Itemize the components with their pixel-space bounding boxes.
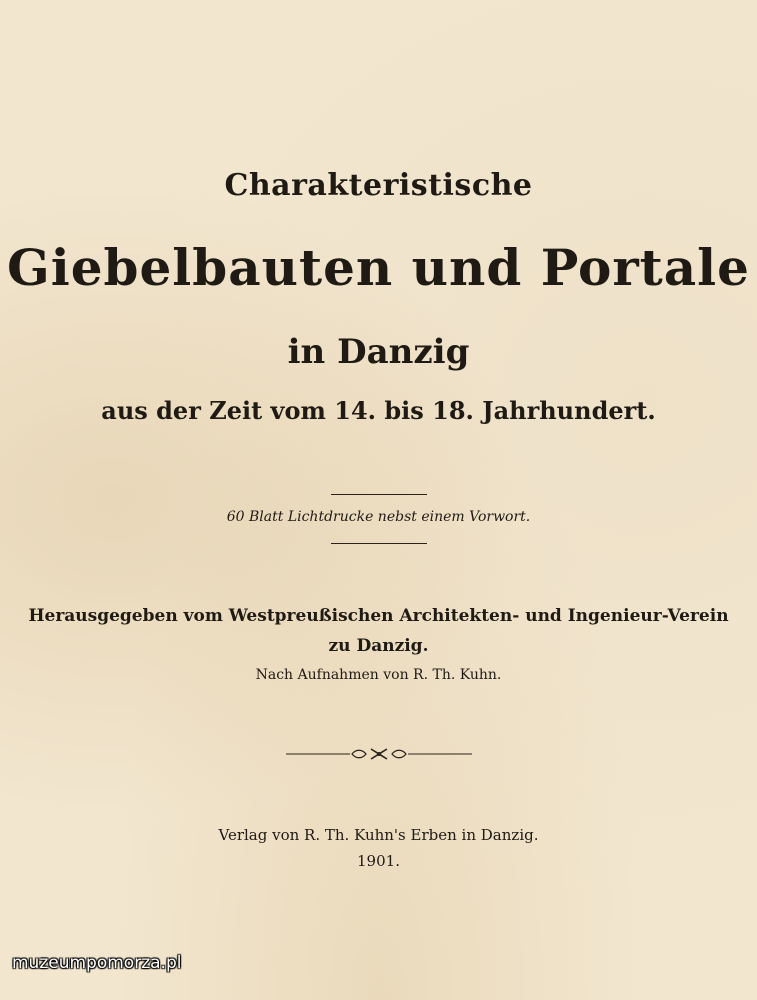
divider-top	[331, 494, 427, 495]
photographer-credit: Nach Aufnahmen von R. Th. Kuhn.	[255, 667, 502, 683]
divider-bottom	[331, 543, 427, 544]
title-line-charakteristische: Charakteristische	[224, 168, 533, 203]
title-period: aus der Zeit vom 14. bis 18. Jahrhundert.	[101, 396, 656, 425]
plates-note: 60 Blatt Lichtdrucke nebst einem Vorwort.	[226, 509, 531, 525]
publisher-line: Verlag von R. Th. Kuhn's Erben in Danzig.	[218, 826, 539, 844]
publication-year: 1901.	[357, 852, 400, 870]
editor-location: zu Danzig.	[328, 636, 429, 656]
title-location: in Danzig	[287, 332, 470, 372]
main-title: Giebelbauten und Portale	[7, 238, 750, 297]
watermark-text: muzeumpomorza.pl	[12, 953, 182, 973]
ornament-divider-icon	[286, 747, 472, 761]
editor-line: Herausgegeben vom Westpreußischen Architekten- und Ingenieur-Verein	[28, 606, 729, 626]
